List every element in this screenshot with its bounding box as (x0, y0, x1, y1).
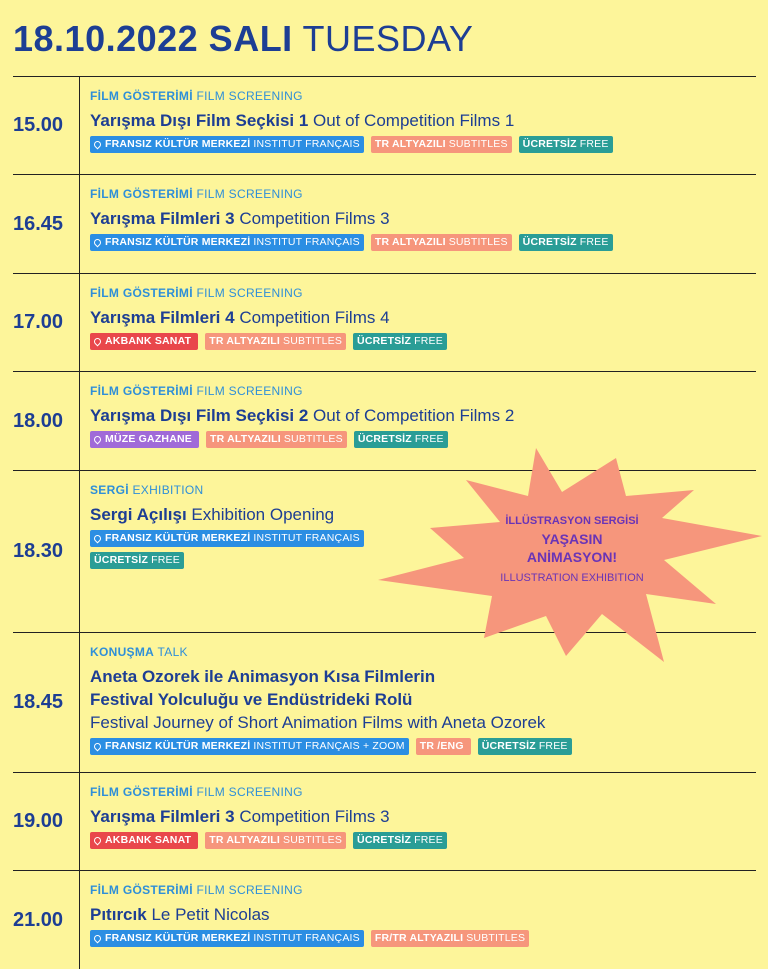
free-tag (519, 136, 613, 153)
day-label: TUESDAY (302, 18, 474, 59)
free-tag (519, 234, 613, 251)
tag-bold-text: TR ALTYAZILI (374, 236, 446, 248)
tag-bold-text: ÜCRETSİZ (357, 433, 412, 445)
location-pin-icon (93, 140, 103, 150)
event-content (80, 77, 756, 153)
event-title-tr: Aneta Ozorek ile Animasyon Kısa Filmlerin Festival Yolculuğu ve Endüstrideki Rolü (90, 667, 436, 709)
event-category (90, 784, 756, 800)
event-title-en: Exhibition Opening (191, 505, 335, 524)
venue-tag (90, 832, 198, 849)
tag-text: INSTITUT FRANÇAIS (253, 138, 360, 150)
burst-line-1: İLLÜSTRASYON SERGİSİ (505, 515, 639, 527)
location-pin-icon (93, 742, 103, 752)
event-content (80, 372, 756, 448)
subtitle-tag (371, 930, 529, 947)
date-label: 18.10.2022 SALI (13, 18, 293, 59)
venue-tag (90, 930, 364, 947)
event-category-tr: FİLM GÖSTERİMİ (90, 89, 193, 103)
event-content (80, 274, 756, 350)
event-category-tr: KONUŞMA (90, 645, 155, 659)
event-title-en: Out of Competition Films 2 (313, 406, 515, 425)
tag-bold-text: TR ALTYAZILI (209, 433, 281, 445)
tag-bold-text: ÜCRETSİZ (357, 335, 412, 347)
event-content (80, 871, 756, 947)
venue-tag (90, 530, 364, 547)
venue-tag (90, 738, 409, 755)
event-time: 18.45 (13, 633, 80, 772)
event-category (90, 383, 756, 399)
event-title-tr: Pıtırcık (90, 905, 147, 924)
tag-bold-text: FRANSIZ KÜLTÜR MERKEZİ (105, 236, 251, 248)
tag-text: INSTITUT FRANÇAIS (253, 932, 360, 944)
event-tags (90, 333, 756, 350)
free-tag (353, 832, 447, 849)
event-category-en: FILM SCREENING (196, 187, 303, 201)
tag-bold-text: ÜCRETSİZ (522, 236, 577, 248)
tag-text: SUBTITLES (448, 236, 508, 248)
event-category-tr: FİLM GÖSTERİMİ (90, 883, 193, 897)
tag-bold-text: TR ALTYAZILI (374, 138, 446, 150)
event-category-en: EXHIBITION (132, 483, 204, 497)
event-category (90, 88, 756, 104)
venue-tag (90, 333, 198, 350)
event-title-en: Competition Films 3 (239, 807, 390, 826)
event-category-en: FILM SCREENING (196, 785, 303, 799)
event-category-tr: FİLM GÖSTERİMİ (90, 187, 193, 201)
event-title (90, 109, 756, 132)
tag-text: INSTITUT FRANÇAIS + ZOOM (253, 740, 405, 752)
event-tags (90, 738, 756, 755)
event-title-tr: Yarışma Filmleri 3 (90, 209, 235, 228)
location-pin-icon (93, 534, 103, 544)
tag-bold-text: ÜCRETSİZ (522, 138, 577, 150)
illustration-exhibition-burst (376, 444, 768, 666)
free-tag (353, 333, 447, 350)
event-time: 17.00 (13, 274, 80, 371)
tag-bold-text: MÜZE GAZHANE (105, 433, 192, 445)
tag-text: FREE (579, 236, 609, 248)
tag-text: FREE (579, 138, 609, 150)
tag-text: FREE (538, 740, 568, 752)
event-category-en: FILM SCREENING (196, 286, 303, 300)
event-title-tr: Sergi Açılışı (90, 505, 187, 524)
tag-bold-text: TR ALTYAZILI (209, 335, 281, 347)
event-category-en: FILM SCREENING (196, 384, 303, 398)
event-title-tr: Yarışma Filmleri 3 (90, 807, 235, 826)
tag-text: SUBTITLES (448, 138, 508, 150)
tag-bold-text: AKBANK SANAT (105, 335, 192, 347)
burst-line-4: ILLUSTRATION EXHIBITION (500, 572, 644, 584)
burst-line-3: ANİMASYON! (526, 549, 618, 565)
event-category (90, 882, 756, 898)
subtitle-tag (205, 333, 346, 350)
event-title (90, 404, 756, 427)
venue-tag (90, 431, 199, 448)
schedule-row (13, 870, 756, 969)
event-category-tr: FİLM GÖSTERİMİ (90, 785, 193, 799)
event-category-tr: SERGİ (90, 483, 129, 497)
location-pin-icon (93, 435, 103, 445)
tag-text: SUBTITLES (283, 834, 343, 846)
event-title (90, 207, 756, 230)
event-time: 19.00 (13, 773, 80, 870)
event-title-en: Competition Films 4 (239, 308, 390, 327)
schedule-row (13, 174, 756, 273)
event-title-tr: Yarışma Filmleri 4 (90, 308, 235, 327)
venue-tag (90, 136, 364, 153)
venue-tag (90, 234, 364, 251)
event-content (80, 773, 756, 849)
event-tags (90, 930, 756, 947)
event-time: 15.00 (13, 77, 80, 174)
event-category-tr: FİLM GÖSTERİMİ (90, 384, 193, 398)
event-content (80, 175, 756, 251)
schedule-row (13, 273, 756, 371)
event-title (90, 805, 756, 828)
event-category-en: FILM SCREENING (196, 89, 303, 103)
tag-text: SUBTITLES (283, 335, 343, 347)
event-title (90, 903, 756, 926)
event-title-tr: Yarışma Dışı Film Seçkisi 2 (90, 406, 309, 425)
location-pin-icon (93, 836, 103, 846)
tag-text: INSTITUT FRANÇAIS (253, 236, 360, 248)
location-pin-icon (93, 238, 103, 248)
page-title (13, 14, 473, 64)
event-title-tr: Yarışma Dışı Film Seçkisi 1 (90, 111, 309, 130)
tag-bold-text: ÜCRETSİZ (481, 740, 536, 752)
subtitle-tag (206, 431, 347, 448)
event-title-en: Competition Films 3 (239, 209, 390, 228)
event-category-en: TALK (157, 645, 188, 659)
event-tags (90, 234, 756, 251)
event-category (90, 285, 756, 301)
event-time: 18.30 (13, 471, 80, 632)
event-tags (90, 136, 756, 153)
tag-text: FREE (414, 834, 443, 846)
tag-bold-text: FRANSIZ KÜLTÜR MERKEZİ (105, 932, 251, 944)
tag-bold-text: FRANSIZ KÜLTÜR MERKEZİ (105, 138, 251, 150)
event-title-en: Le Petit Nicolas (151, 905, 270, 924)
tag-bold-text: FRANSIZ KÜLTÜR MERKEZİ (105, 740, 251, 752)
tag-bold-text: FRANSIZ KÜLTÜR MERKEZİ (105, 532, 251, 544)
location-pin-icon (93, 337, 103, 347)
tag-text: SUBTITLES (283, 433, 343, 445)
schedule-row (13, 772, 756, 870)
tag-text: FREE (414, 335, 443, 347)
location-pin-icon (93, 934, 103, 944)
event-time: 16.45 (13, 175, 80, 273)
tag-bold-text: AKBANK SANAT (105, 834, 192, 846)
event-category-en: FILM SCREENING (196, 883, 303, 897)
subtitle-tag (205, 832, 346, 849)
free-tag (90, 552, 184, 569)
event-title-en: Festival Journey of Short Animation Films with Aneta Ozorek (90, 713, 546, 732)
free-tag (478, 738, 572, 755)
tag-text: FREE (414, 433, 444, 445)
tag-text: INSTITUT FRANÇAIS (253, 532, 360, 544)
subtitle-tag (416, 738, 471, 755)
schedule-row (13, 76, 756, 174)
event-title (90, 306, 756, 329)
event-category (90, 186, 756, 202)
event-tags (90, 832, 756, 849)
tag-bold-text: ÜCRETSİZ (94, 554, 149, 566)
subtitle-tag (371, 136, 512, 153)
tag-text: FREE (151, 554, 180, 566)
tag-bold-text: ÜCRETSİZ (357, 834, 412, 846)
event-category-tr: FİLM GÖSTERİMİ (90, 286, 193, 300)
tag-bold-text: FR/TR ALTYAZILI (374, 932, 464, 944)
tag-text: SUBTITLES (466, 932, 526, 944)
event-title-en: Out of Competition Films 1 (313, 111, 515, 130)
event-time: 21.00 (13, 871, 80, 969)
event-time: 18.00 (13, 372, 80, 470)
subtitle-tag (371, 234, 512, 251)
tag-bold-text: TR ALTYAZILI (209, 834, 281, 846)
event-title (90, 665, 756, 734)
burst-line-2: YAŞASIN (541, 531, 603, 547)
tag-bold-text: TR /ENG (419, 740, 464, 752)
